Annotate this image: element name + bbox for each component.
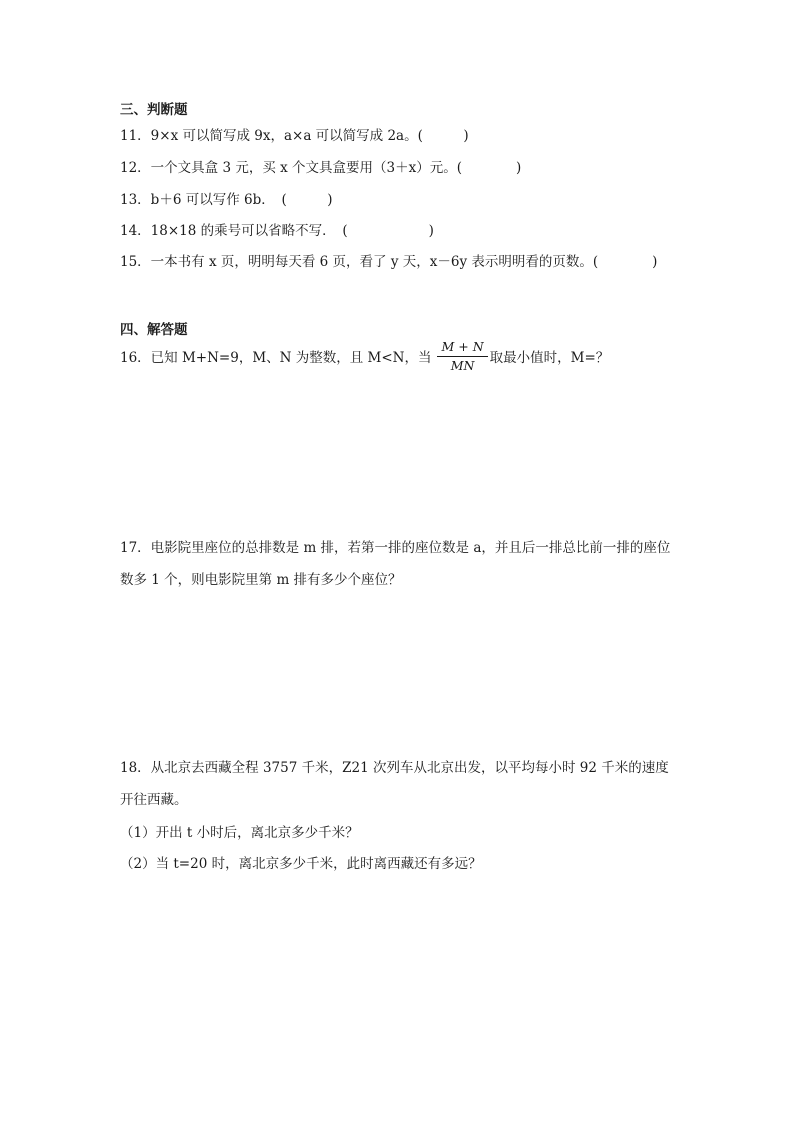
question-11: 11．9×x 可以简写成 9x，a×a 可以简写成 2a。( ) xyxy=(120,128,469,144)
question-16-text-after: 取最小值时，M=？ xyxy=(489,350,610,366)
question-17: 17．电影院里座位的总排数是 m 排，若第一排的座位数是 a，并且后一排总比前一排的座位数多 1 个，则电影院里第 m 排有多少个座位？ xyxy=(120,540,671,588)
question-16-text-before: 16．已知 M+N=9，M、N 为整数，且 M<N，当 xyxy=(120,350,432,366)
section-heading-answers: 四、解答题 xyxy=(120,322,188,338)
question-12: 12．一个文具盒 3 元，买 x 个文具盒要用（3＋x）元。( ) xyxy=(120,160,522,176)
fraction xyxy=(437,338,487,375)
question-18-part-1: （1）开出 t 小时后，离北京多少千米？ xyxy=(120,825,359,841)
question-18-part-2: （2）当 t=20 时，离北京多少千米，此时离西藏还有多远？ xyxy=(120,856,482,872)
question-13: 13．b＋6 可以写作 6b． ( ) xyxy=(120,192,333,208)
section-heading-judgement: 三、判断题 xyxy=(120,102,188,118)
fraction-denominator: MN xyxy=(450,358,475,373)
question-15: 15．一本书有 x 页，明明每天看 6 页，看了 y 天，x－6y 表示明明看的页数。( ) xyxy=(120,254,658,270)
question-14: 14．18×18 的乘号可以省略不写． ( ) xyxy=(120,223,434,239)
question-18-stem: 18．从北京去西藏全程 3757 千米，Z21 次列车从北京出发，以平均每小时 92 千米的速度开往西藏。 xyxy=(120,760,669,808)
fraction-numerator: M + N xyxy=(437,338,487,357)
question-16 xyxy=(120,340,609,377)
